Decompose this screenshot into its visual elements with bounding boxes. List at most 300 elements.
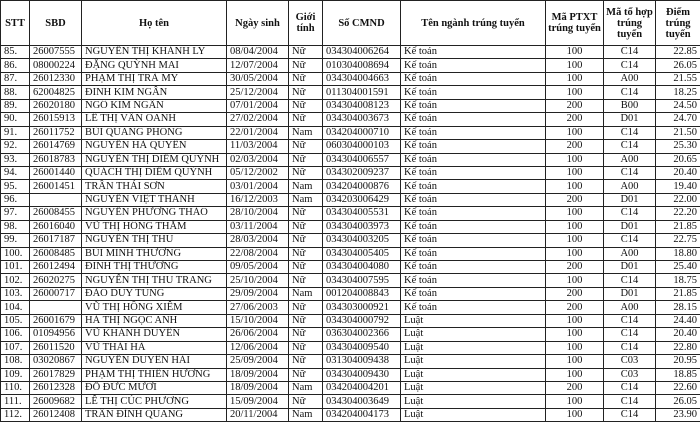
score-cell: 25.30 (656, 140, 700, 153)
stt-cell: 110. (1, 381, 30, 394)
name-cell: ĐINH KIM NGÂN (82, 86, 227, 99)
admission-method-cell: 100 (546, 59, 604, 72)
major-cell: Kế toán (401, 180, 546, 193)
sbd-cell: 26017829 (30, 368, 82, 381)
birth-date-cell: 15/09/2004 (227, 395, 289, 408)
stt-cell: 96. (1, 193, 30, 206)
admission-method-cell: 200 (546, 381, 604, 394)
gender-cell: Nữ (289, 395, 323, 408)
table-row (1, 301, 700, 314)
table-row (1, 193, 700, 206)
gender-cell: Nữ (289, 301, 323, 314)
table-row (1, 207, 700, 220)
gender-cell: Nữ (289, 261, 323, 274)
stt-cell: 86. (1, 59, 30, 72)
sbd-cell: 26001679 (30, 314, 82, 327)
header-major: Tên ngành trúng tuyển (401, 1, 546, 46)
birth-date-cell: 28/10/2004 (227, 207, 289, 220)
stt-cell: 101. (1, 261, 30, 274)
name-cell: VŨ KHÁNH DUYÊN (82, 328, 227, 341)
birth-date-cell: 07/01/2004 (227, 99, 289, 112)
sbd-cell: 26020275 (30, 274, 82, 287)
combination-cell: C14 (604, 207, 656, 220)
id-number-cell: 036304002366 (323, 328, 401, 341)
combination-cell: C14 (604, 126, 656, 139)
admission-method-cell: 100 (546, 180, 604, 193)
id-number-cell: 034304006264 (323, 46, 401, 59)
combination-cell: C14 (604, 381, 656, 394)
stt-cell: 111. (1, 395, 30, 408)
admission-method-cell: 100 (546, 220, 604, 233)
table-row (1, 46, 700, 59)
sbd-cell: 62004825 (30, 86, 82, 99)
sbd-cell: 26000717 (30, 287, 82, 300)
stt-cell: 87. (1, 72, 30, 85)
major-cell: Kế toán (401, 72, 546, 85)
major-cell: Kế toán (401, 86, 546, 99)
major-cell: Luật (401, 314, 546, 327)
major-cell: Kế toán (401, 126, 546, 139)
admission-method-cell: 200 (546, 99, 604, 112)
combination-cell: D01 (604, 193, 656, 206)
score-cell: 21.50 (656, 126, 700, 139)
sbd-cell: 08000224 (30, 59, 82, 72)
score-cell: 20.65 (656, 153, 700, 166)
major-cell: Kế toán (401, 287, 546, 300)
gender-cell: Nữ (289, 140, 323, 153)
admission-method-cell: 100 (546, 328, 604, 341)
admission-method-cell: 100 (546, 274, 604, 287)
birth-date-cell: 25/10/2004 (227, 274, 289, 287)
score-cell: 20.40 (656, 166, 700, 179)
score-cell: 19.40 (656, 180, 700, 193)
gender-cell: Nữ (289, 166, 323, 179)
gender-cell: Nữ (289, 99, 323, 112)
combination-cell: C14 (604, 408, 656, 421)
id-number-cell: 034304003973 (323, 220, 401, 233)
sbd-cell: 26012330 (30, 72, 82, 85)
stt-cell: 106. (1, 328, 30, 341)
table-row (1, 86, 700, 99)
id-number-cell: 034304004663 (323, 72, 401, 85)
admission-method-cell: 100 (546, 341, 604, 354)
birth-date-cell: 05/12/2002 (227, 166, 289, 179)
sbd-cell: 26012494 (30, 261, 82, 274)
header-gender: Giới tính (289, 1, 323, 46)
score-cell: 18.25 (656, 86, 700, 99)
table-row (1, 234, 700, 247)
stt-cell: 112. (1, 408, 30, 421)
score-cell: 24.40 (656, 314, 700, 327)
birth-date-cell: 25/12/2004 (227, 86, 289, 99)
id-number-cell: 034304005531 (323, 207, 401, 220)
table-row (1, 355, 700, 368)
name-cell: ĐÀO DUY TÙNG (82, 287, 227, 300)
major-cell: Kế toán (401, 140, 546, 153)
sbd-cell: 26007555 (30, 46, 82, 59)
id-number-cell: 031304009438 (323, 355, 401, 368)
major-cell: Luật (401, 328, 546, 341)
stt-cell: 94. (1, 166, 30, 179)
gender-cell: Nam (289, 193, 323, 206)
birth-date-cell: 18/09/2004 (227, 368, 289, 381)
header-admission-method: Mã PTXT trúng tuyển (546, 1, 604, 46)
table-row (1, 287, 700, 300)
gender-cell: Nữ (289, 355, 323, 368)
combination-cell: C03 (604, 355, 656, 368)
admission-method-cell: 200 (546, 113, 604, 126)
score-cell: 18.75 (656, 274, 700, 287)
admission-method-cell: 100 (546, 46, 604, 59)
major-cell: Kế toán (401, 99, 546, 112)
table-row (1, 180, 700, 193)
major-cell: Luật (401, 341, 546, 354)
sbd-cell: 26015913 (30, 113, 82, 126)
sbd-cell: 26014769 (30, 140, 82, 153)
birth-date-cell: 12/06/2004 (227, 341, 289, 354)
stt-cell: 105. (1, 314, 30, 327)
birth-date-cell: 30/05/2004 (227, 72, 289, 85)
table-row (1, 140, 700, 153)
admission-method-cell: 100 (546, 314, 604, 327)
score-cell: 24.50 (656, 99, 700, 112)
table-row (1, 99, 700, 112)
name-cell: ĐẶNG QUỲNH MAI (82, 59, 227, 72)
id-number-cell: 034304003649 (323, 395, 401, 408)
gender-cell: Nam (289, 408, 323, 421)
combination-cell: D01 (604, 113, 656, 126)
admission-method-cell: 100 (546, 166, 604, 179)
combination-cell: D01 (604, 220, 656, 233)
stt-cell: 98. (1, 220, 30, 233)
table-body (1, 46, 700, 422)
combination-cell: C14 (604, 314, 656, 327)
stt-cell: 102. (1, 274, 30, 287)
major-cell: Kế toán (401, 193, 546, 206)
sbd-cell: 26018783 (30, 153, 82, 166)
header-sbd: SBD (30, 1, 82, 46)
stt-cell: 109. (1, 368, 30, 381)
table-row (1, 261, 700, 274)
name-cell: BÙI MINH THƯƠNG (82, 247, 227, 260)
admission-method-cell: 200 (546, 261, 604, 274)
id-number-cell: 034304000792 (323, 314, 401, 327)
sbd-cell (30, 193, 82, 206)
score-cell: 18.80 (656, 247, 700, 260)
gender-cell: Nữ (289, 46, 323, 59)
id-number-cell: 034304005405 (323, 247, 401, 260)
major-cell: Kế toán (401, 274, 546, 287)
major-cell: Kế toán (401, 59, 546, 72)
admission-method-cell: 200 (546, 287, 604, 300)
sbd-cell: 26012408 (30, 408, 82, 421)
score-cell: 21.85 (656, 287, 700, 300)
gender-cell: Nữ (289, 207, 323, 220)
id-number-cell: 034302009237 (323, 166, 401, 179)
sbd-cell: 26001440 (30, 166, 82, 179)
gender-cell: Nam (289, 287, 323, 300)
gender-cell: Nữ (289, 59, 323, 72)
birth-date-cell: 27/06/2003 (227, 301, 289, 314)
combination-cell: A00 (604, 301, 656, 314)
score-cell: 23.90 (656, 408, 700, 421)
admission-method-cell: 100 (546, 408, 604, 421)
birth-date-cell: 22/08/2004 (227, 247, 289, 260)
major-cell: Kế toán (401, 261, 546, 274)
id-number-cell: 010304008694 (323, 59, 401, 72)
name-cell: LÊ THỊ VÂN OANH (82, 113, 227, 126)
major-cell: Kế toán (401, 46, 546, 59)
gender-cell: Nữ (289, 86, 323, 99)
admission-method-cell: 100 (546, 126, 604, 139)
birth-date-cell: 16/12/2003 (227, 193, 289, 206)
name-cell: NGÔ KIM NGÂN (82, 99, 227, 112)
admission-method-cell: 100 (546, 72, 604, 85)
sbd-cell: 01094956 (30, 328, 82, 341)
name-cell: TRẦN THÁI SƠN (82, 180, 227, 193)
gender-cell: Nữ (289, 113, 323, 126)
score-cell: 22.75 (656, 234, 700, 247)
sbd-cell: 03020867 (30, 355, 82, 368)
header-birth-date: Ngày sinh (227, 1, 289, 46)
stt-cell: 89. (1, 99, 30, 112)
name-cell: TRẦN ĐÌNH QUANG (82, 408, 227, 421)
admission-method-cell: 100 (546, 395, 604, 408)
id-number-cell: 034204000710 (323, 126, 401, 139)
sbd-cell: 26008485 (30, 247, 82, 260)
score-cell: 21.85 (656, 220, 700, 233)
combination-cell: C14 (604, 140, 656, 153)
name-cell: NGUYỄN THỊ THU (82, 234, 227, 247)
id-number-cell: 034304009430 (323, 368, 401, 381)
id-number-cell: 034304003205 (323, 234, 401, 247)
header-subject-combination: Mã tổ hợp trúng tuyển (604, 1, 656, 46)
name-cell: QUÁCH THỊ DIỄM QUỲNH (82, 166, 227, 179)
stt-cell: 93. (1, 153, 30, 166)
name-cell: NGUYỄN PHƯƠNG THẢO (82, 207, 227, 220)
stt-cell: 91. (1, 126, 30, 139)
gender-cell: Nữ (289, 247, 323, 260)
table-row (1, 408, 700, 421)
gender-cell: Nữ (289, 153, 323, 166)
name-cell: NGUYỄN THỊ KHÁNH LY (82, 46, 227, 59)
combination-cell: D01 (604, 287, 656, 300)
score-cell: 20.40 (656, 328, 700, 341)
combination-cell: B00 (604, 99, 656, 112)
name-cell: NGUYỄN VIỆT THÀNH (82, 193, 227, 206)
birth-date-cell: 03/01/2004 (227, 180, 289, 193)
header-id-number: Số CMND (323, 1, 401, 46)
name-cell: HÀ THỊ NGỌC ANH (82, 314, 227, 327)
major-cell: Kế toán (401, 220, 546, 233)
combination-cell: A00 (604, 247, 656, 260)
name-cell: ĐỖ ĐỨC MƯỜI (82, 381, 227, 394)
score-cell: 24.70 (656, 113, 700, 126)
id-number-cell: 034204004201 (323, 381, 401, 394)
combination-cell: C14 (604, 86, 656, 99)
header-stt: STT (1, 1, 30, 46)
birth-date-cell: 12/07/2004 (227, 59, 289, 72)
gender-cell: Nam (289, 381, 323, 394)
id-number-cell: 034303000921 (323, 301, 401, 314)
combination-cell: A00 (604, 153, 656, 166)
combination-cell: C14 (604, 234, 656, 247)
combination-cell: A00 (604, 72, 656, 85)
header-row (1, 1, 700, 46)
table-row (1, 113, 700, 126)
score-cell: 28.15 (656, 301, 700, 314)
id-number-cell: 034304008123 (323, 99, 401, 112)
combination-cell: C14 (604, 341, 656, 354)
major-cell: Kế toán (401, 153, 546, 166)
id-number-cell: 034304009540 (323, 341, 401, 354)
id-number-cell: 001204008843 (323, 287, 401, 300)
major-cell: Kế toán (401, 301, 546, 314)
birth-date-cell: 25/09/2004 (227, 355, 289, 368)
name-cell: ĐINH THỊ THƯƠNG (82, 261, 227, 274)
table-row (1, 368, 700, 381)
table-row (1, 274, 700, 287)
major-cell: Luật (401, 408, 546, 421)
birth-date-cell: 20/11/2004 (227, 408, 289, 421)
table-row (1, 341, 700, 354)
table-row (1, 314, 700, 327)
header-score: Điểm trúng tuyển (656, 1, 700, 46)
gender-cell: Nữ (289, 368, 323, 381)
gender-cell: Nữ (289, 274, 323, 287)
score-cell: 22.85 (656, 46, 700, 59)
table-row (1, 153, 700, 166)
birth-date-cell: 22/01/2004 (227, 126, 289, 139)
header-full-name: Họ tên (82, 1, 227, 46)
major-cell: Kế toán (401, 234, 546, 247)
id-number-cell: 034204004173 (323, 408, 401, 421)
id-number-cell: 011304001591 (323, 86, 401, 99)
table-row (1, 328, 700, 341)
combination-cell: C14 (604, 328, 656, 341)
name-cell: BÙI QUANG PHONG (82, 126, 227, 139)
birth-date-cell: 02/03/2004 (227, 153, 289, 166)
stt-cell: 104. (1, 301, 30, 314)
score-cell: 26.05 (656, 59, 700, 72)
sbd-cell: 26009682 (30, 395, 82, 408)
birth-date-cell: 26/06/2004 (227, 328, 289, 341)
combination-cell: D01 (604, 261, 656, 274)
gender-cell: Nữ (289, 341, 323, 354)
admission-method-cell: 100 (546, 234, 604, 247)
sbd-cell: 26016040 (30, 220, 82, 233)
sbd-cell (30, 301, 82, 314)
sbd-cell: 26012328 (30, 381, 82, 394)
sbd-cell: 26017187 (30, 234, 82, 247)
birth-date-cell: 03/11/2004 (227, 220, 289, 233)
table-row (1, 126, 700, 139)
combination-cell: C14 (604, 59, 656, 72)
name-cell: NGUYỄN DUYÊN HẢI (82, 355, 227, 368)
gender-cell: Nữ (289, 328, 323, 341)
gender-cell: Nữ (289, 72, 323, 85)
birth-date-cell: 27/02/2004 (227, 113, 289, 126)
stt-cell: 108. (1, 355, 30, 368)
birth-date-cell: 28/03/2004 (227, 234, 289, 247)
id-number-cell: 060304000103 (323, 140, 401, 153)
major-cell: Kế toán (401, 113, 546, 126)
table-row (1, 381, 700, 394)
stt-cell: 103. (1, 287, 30, 300)
score-cell: 22.80 (656, 341, 700, 354)
birth-date-cell: 08/04/2004 (227, 46, 289, 59)
score-cell: 25.40 (656, 261, 700, 274)
gender-cell: Nam (289, 126, 323, 139)
stt-cell: 95. (1, 180, 30, 193)
admission-method-cell: 100 (546, 247, 604, 260)
combination-cell: C14 (604, 274, 656, 287)
birth-date-cell: 15/10/2004 (227, 314, 289, 327)
name-cell: PHẠM THỊ TRÀ MY (82, 72, 227, 85)
major-cell: Luật (401, 395, 546, 408)
stt-cell: 88. (1, 86, 30, 99)
name-cell: NGUYỄN HÀ QUYÊN (82, 140, 227, 153)
major-cell: Luật (401, 355, 546, 368)
major-cell: Kế toán (401, 247, 546, 260)
major-cell: Kế toán (401, 166, 546, 179)
admission-method-cell: 100 (546, 207, 604, 220)
id-number-cell: 034204000876 (323, 180, 401, 193)
score-cell: 21.55 (656, 72, 700, 85)
table-row (1, 166, 700, 179)
score-cell: 22.00 (656, 193, 700, 206)
combination-cell: C14 (604, 395, 656, 408)
table-row (1, 59, 700, 72)
id-number-cell: 034304004080 (323, 261, 401, 274)
id-number-cell: 034304007595 (323, 274, 401, 287)
score-cell: 18.85 (656, 368, 700, 381)
table-row (1, 72, 700, 85)
name-cell: VŨ THỊ HỒNG XIÊM (82, 301, 227, 314)
combination-cell: C14 (604, 46, 656, 59)
table-row (1, 220, 700, 233)
sbd-cell: 26011752 (30, 126, 82, 139)
admission-method-cell: 100 (546, 86, 604, 99)
admission-method-cell: 100 (546, 153, 604, 166)
sbd-cell: 26011520 (30, 341, 82, 354)
table-row (1, 247, 700, 260)
name-cell: LÊ THỊ CÚC PHƯƠNG (82, 395, 227, 408)
major-cell: Luật (401, 381, 546, 394)
id-number-cell: 034304003673 (323, 113, 401, 126)
name-cell: NGUYỄN THỊ DIỄM QUỲNH (82, 153, 227, 166)
combination-cell: A00 (604, 180, 656, 193)
score-cell: 20.95 (656, 355, 700, 368)
combination-cell: C03 (604, 368, 656, 381)
stt-cell: 85. (1, 46, 30, 59)
name-cell: NGUYỄN THỊ THU TRANG (82, 274, 227, 287)
stt-cell: 100. (1, 247, 30, 260)
sbd-cell: 26001451 (30, 180, 82, 193)
combination-cell: C14 (604, 166, 656, 179)
gender-cell: Nam (289, 180, 323, 193)
admission-method-cell: 200 (546, 301, 604, 314)
id-number-cell: 034304006557 (323, 153, 401, 166)
sbd-cell: 26020180 (30, 99, 82, 112)
birth-date-cell: 29/09/2004 (227, 287, 289, 300)
birth-date-cell: 09/05/2004 (227, 261, 289, 274)
name-cell: VŨ THỊ HỒNG THẮM (82, 220, 227, 233)
admission-method-cell: 200 (546, 140, 604, 153)
major-cell: Kế toán (401, 207, 546, 220)
stt-cell: 92. (1, 140, 30, 153)
birth-date-cell: 11/03/2004 (227, 140, 289, 153)
